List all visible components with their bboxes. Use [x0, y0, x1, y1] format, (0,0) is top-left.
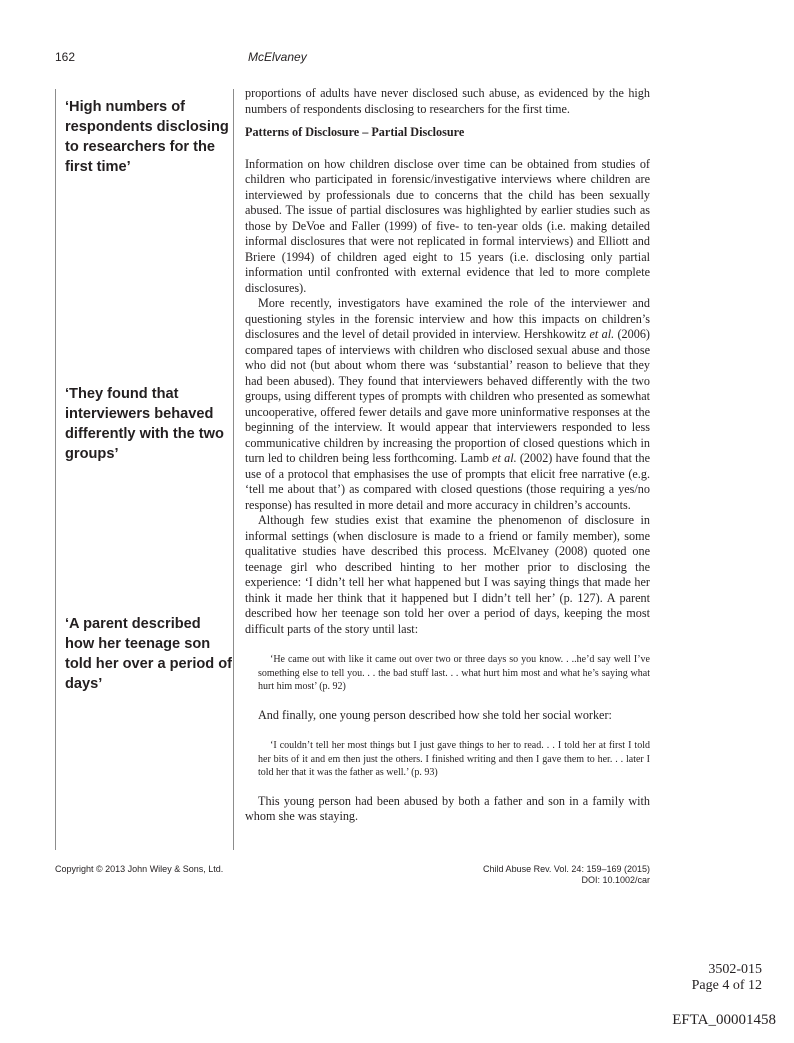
et-al-1: et al. [589, 327, 615, 341]
footer-doi: DOI: 10.1002/car [581, 875, 650, 885]
margin-rule-right [233, 89, 234, 850]
paragraph-5: This young person had been abused by both a father and son in a family with whom she was staying. [245, 793, 650, 823]
running-head-author: McElvaney [248, 50, 307, 64]
paragraph-3: Although few studies exist that examine the phenomenon of disclosure in informal settings (when disclosure is made to a friend or family member), some qualitative studies have described this process. McElvaney (2008) quoted one teenage girl who described hinting to her mother prior to disclosing the experience: ‘I didn’t tell her what happened but I was saying things that made her think it made her think that it happened but I didn’t tell her’ (p. 127). A parent described how her teenage son told her over a period of days, keeping the most difficult parts of the story until last: [245, 513, 650, 636]
stamp-doc-id: 3502-015 [708, 962, 762, 977]
paragraph-4: And finally, one young person described how she told her social worker: [258, 707, 612, 722]
margin-rule-left [55, 89, 56, 850]
intro-paragraph: proportions of adults have never disclosed such abuse, as evidenced by the high numbers of respondents disclosing to researchers for the first time. [245, 86, 650, 116]
block-quote-1: ‘He came out with like it came out over two or three days so you know. . ..he’d say well I’ve something else to tell you. . . the bad stuff last. . . what hurt him most and what he’s saying what hurt him most’ (p. 92) [258, 654, 650, 692]
footer-copyright: Copyright © 2013 John Wiley & Sons, Ltd. [55, 864, 224, 874]
stamp-page-of: Page 4 of 12 [691, 978, 762, 993]
paragraph-2-part-c: (2002) have found that the use of a protocol that emphasises the use of prompts that elicit free narrative (e.g. ‘tell me about that’) as compared with closed questions (those requiring a yes/no response) has resulted in more detail and more accuracy in children’s accounts. [245, 451, 650, 512]
pull-quote-3: ‘A parent described how her teenage son told her over a period of days’ [65, 616, 233, 692]
section-heading: Patterns of Disclosure – Partial Disclosure [245, 125, 465, 139]
document-stamp [692, 962, 762, 994]
paragraph-2-part-b: (2006) compared tapes of interviews with children who disclosed sexual abuse and those who did not (but about whom there was ‘substantial’ reason to believe that they had been abused). They found that interviewers behaved differently with the two groups, using different types of prompts with children who presented as somewhat uncooperative, offered fewer details and gave more uninformative responses at the beginning of the interview. It would appear that interviewers responded to less communicative children by increasing the proportion of closed questions which in turn led to children being less forthcoming. Lamb [245, 327, 650, 465]
block-quote-2: ‘I couldn’t tell her most things but I just gave things to her to read. . . I told her at first I told her bits of it and em then just the others. I finished writing and then I gave them to her. . . later I told her that it was the father as well.’ (p. 93) [258, 740, 650, 778]
pull-quote-2: ‘They found that interviewers behaved differently with the two groups’ [65, 386, 224, 462]
footer-citation [430, 864, 650, 886]
paragraph-2 [245, 296, 650, 513]
paragraph-1: Information on how children disclose over time can be obtained from studies of children who participated in forensic/investigative interviews where children are interviewed by professionals due to concerns that the child has been sexually abused. The issue of partial disclosures was highlighted by earlier studies such as those by DeVoe and Faller (1999) of five- to ten-year olds (i.e. making detailed informal disclosures that were not replicated in formal interviews) and Elliott and Briere (1994) of children aged eight to 15 years (i.e. disclosing only partial information until confronted with external evidence that led to more complete disclosures). [245, 156, 650, 295]
page-number: 162 [55, 50, 76, 64]
footer-journal: Child Abuse Rev. Vol. 24: 159–169 (2015) [483, 864, 650, 874]
efta-id: EFTA_00001458 [672, 1012, 776, 1028]
paragraph-2-part-a: More recently, investigators have examined the role of the interviewer and questioning styles in the forensic interview and how this impacts on children’s disclosures and the level of detail provided in interview. Hershkowitz [245, 296, 650, 341]
main-column [245, 86, 650, 825]
pull-quote-1: ‘High numbers of respondents disclosing to researchers for the first time’ [65, 99, 229, 175]
et-al-2: et al. [492, 451, 517, 465]
